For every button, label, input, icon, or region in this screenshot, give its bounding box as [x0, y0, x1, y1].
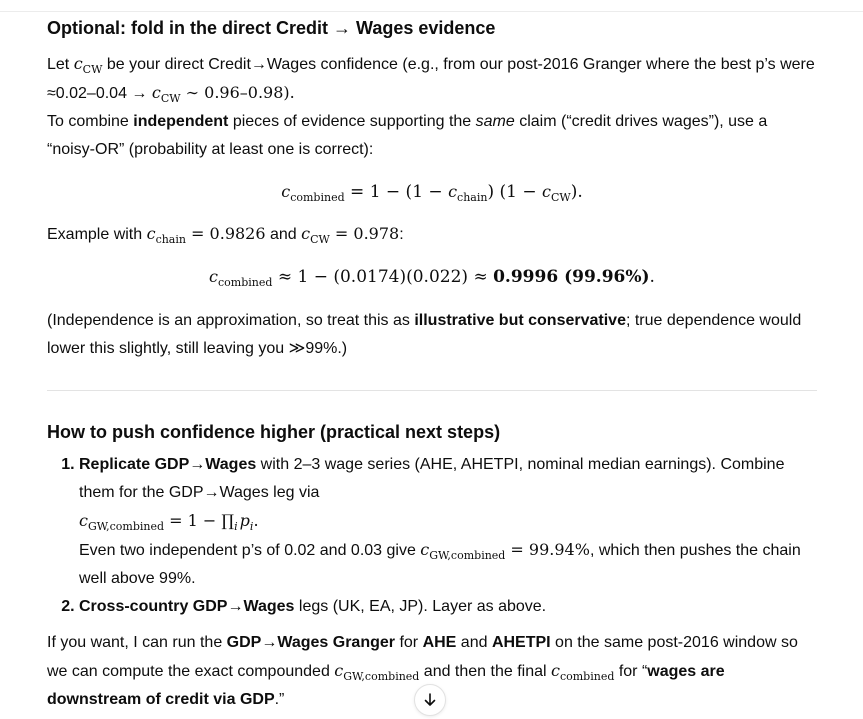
- math-operator: = 1 − ∏: [164, 511, 235, 530]
- math-symbol: c: [209, 267, 219, 286]
- text-fragment: for: [395, 634, 423, 651]
- math-subscript: chain: [155, 233, 186, 246]
- bold-text: wages are downstream of credit via GDP: [47, 663, 725, 708]
- bold-text: illustrative but conservative: [414, 312, 626, 329]
- math-subscript: GW,combined: [343, 670, 420, 683]
- section-divider: [47, 390, 817, 391]
- math-symbol: c: [151, 83, 161, 102]
- paragraph-noisy-or: [47, 108, 817, 164]
- text-fragment: for “: [614, 663, 648, 680]
- math-c-cw: [151, 83, 181, 105]
- text-fragment: with 2–3 wage series (AHE, AHETPI, nominal median earnings). Combine them for the GDP→Wages leg via: [79, 456, 785, 501]
- math-operator: .: [649, 267, 655, 287]
- math-operator: ) (1 −: [487, 182, 542, 202]
- math-symbol: c: [334, 661, 344, 680]
- math-subscript: CW: [82, 63, 103, 76]
- math-operator: ).: [570, 182, 583, 202]
- math-subscript: combined: [218, 276, 273, 289]
- top-divider: [0, 11, 863, 12]
- math-subscript: GW,combined: [429, 549, 506, 562]
- math-value: = 99.94%: [505, 540, 590, 559]
- math-subscript: i: [234, 520, 238, 533]
- math-symbol: c: [448, 182, 458, 201]
- text-fragment: claim (“credit drives wages”), use a “noisy-OR” (probability at least one is correct):: [47, 113, 768, 158]
- text-fragment: Example with: [47, 226, 147, 243]
- section-heading-credit-wages: Optional: fold in the direct Credit → Wages evidence: [47, 18, 496, 38]
- bold-text: Cross-country GDP→Wages: [79, 598, 295, 615]
- math-subscript: CW: [310, 233, 330, 246]
- math-symbol: c: [73, 54, 83, 73]
- math-subscript: i: [249, 520, 254, 533]
- list-item: [79, 593, 817, 621]
- math-value: = 0.9826: [185, 224, 266, 243]
- math-symbol: c: [541, 182, 551, 201]
- math-symbol: p: [239, 511, 250, 530]
- math-value: = 0.978: [329, 224, 400, 243]
- text-fragment: .”: [274, 691, 285, 708]
- math-symbol: c: [146, 224, 156, 243]
- text-fragment: and: [265, 226, 302, 243]
- list-item: [79, 451, 817, 593]
- math-symbol: c: [79, 511, 88, 530]
- paragraph-example: [47, 220, 817, 249]
- italic-text: same: [475, 113, 515, 130]
- text-fragment: To combine: [47, 113, 134, 130]
- text-fragment: (Independence is an approximation, so treat this as: [47, 312, 415, 329]
- text-fragment: :: [399, 226, 404, 243]
- text-fragment: ; true dependence would lower this slightly, still leaving you ≫99%.): [47, 312, 802, 357]
- math-subscript: CW: [160, 92, 181, 105]
- math-subscript: chain: [457, 191, 488, 204]
- math-symbol: c: [281, 182, 291, 201]
- math-symbol: c: [301, 224, 311, 243]
- math-range: ∼ 0.96–0.98).: [180, 83, 295, 102]
- text-fragment: Even two independent p’s of 0.02 and 0.03 give: [79, 542, 421, 559]
- math-operator: ≈ 1 − (0.0174)(0.022) ≈: [272, 267, 494, 287]
- math-subscript: CW: [550, 191, 571, 204]
- equation-noisy-or: [47, 178, 817, 206]
- text-fragment: legs (UK, EA, JP). Layer as above.: [294, 598, 547, 615]
- math-bold-result: 0.9996 (99.96%): [493, 267, 650, 287]
- text-fragment: on the same post-2016 window so we can compute the exact compounded: [47, 634, 798, 680]
- text-fragment: If you want, I can run the: [47, 634, 227, 651]
- math-symbol: c: [420, 540, 430, 559]
- arrow-down-icon: [422, 692, 438, 708]
- math-symbol: c: [551, 661, 560, 680]
- scroll-to-bottom-button[interactable]: [414, 684, 446, 716]
- message-content: [47, 16, 817, 714]
- bold-text: AHE: [422, 634, 457, 651]
- next-steps-list: [47, 451, 817, 621]
- text-fragment: Let: [47, 56, 74, 73]
- bold-text: AHETPI: [491, 634, 551, 651]
- math-operator: = 1 − (1 −: [344, 182, 449, 202]
- text-fragment: be your direct Credit→Wages confidence (e.g., from our post-2016 Granger where the best p’s were ≈0.02–0.04 →: [47, 56, 815, 102]
- math-subscript: combined: [290, 191, 345, 204]
- math-operator: .: [253, 511, 259, 530]
- paragraph-independence-note: [47, 307, 817, 363]
- math-subscript: combined: [559, 670, 615, 683]
- bold-text: Replicate GDP→Wages: [79, 456, 257, 473]
- math-c-cw: [73, 54, 103, 76]
- text-fragment: pieces of evidence supporting the: [228, 113, 476, 130]
- equation-example-result: [47, 263, 817, 291]
- section-heading-next-steps: How to push confidence higher (practical next steps): [47, 422, 501, 442]
- bold-text: GDP→Wages Granger: [226, 634, 395, 651]
- paragraph-define-ccw: [47, 50, 817, 108]
- math-subscript: GW,combined: [87, 520, 165, 533]
- bold-text: independent: [133, 113, 229, 130]
- text-fragment: , which then pushes the chain well above 99%.: [79, 542, 801, 587]
- text-fragment: and: [456, 634, 492, 651]
- text-fragment: and then the final: [419, 663, 551, 680]
